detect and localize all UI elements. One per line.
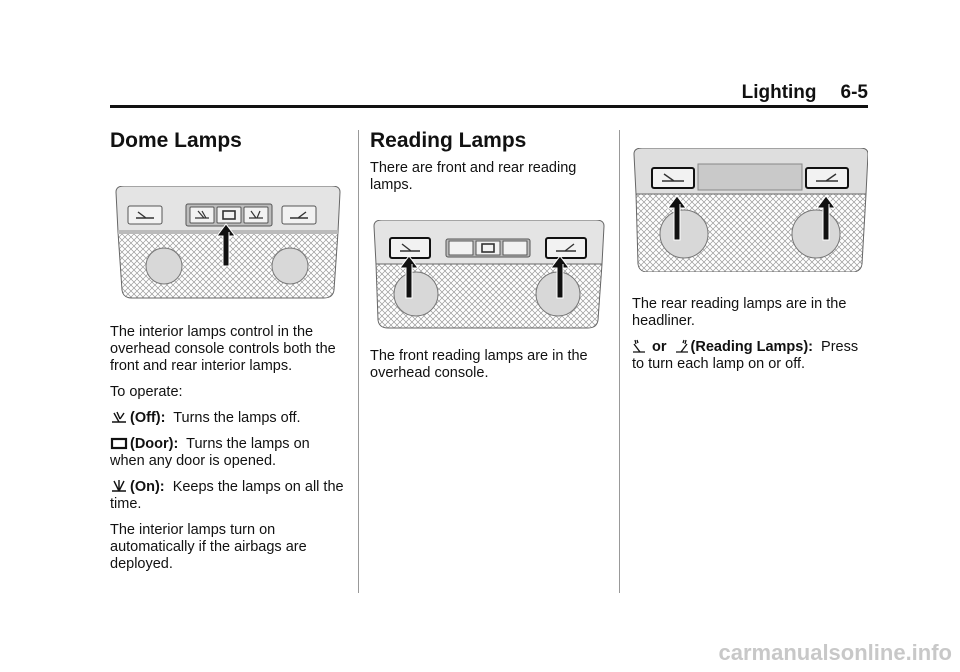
- front-reading-caption: The front reading lamps are in the overhead console.: [370, 348, 588, 381]
- to-operate: To operate:: [110, 384, 183, 400]
- airbag-note: The interior lamps turn on automatically if the airbags are deployed.: [110, 522, 307, 572]
- section-title: Lighting: [741, 82, 817, 103]
- dome-lamps-heading: Dome Lamps: [110, 129, 242, 152]
- reading-lamp-right-icon: [671, 339, 689, 353]
- column-divider: [619, 130, 620, 593]
- dome-lamp-console-figure: [110, 186, 346, 310]
- lamp-on-icon: [110, 479, 128, 493]
- door-icon: [110, 436, 128, 450]
- watermark: carmanualsonline.info: [718, 640, 952, 665]
- front-reading-lamps-figure: [370, 220, 606, 338]
- door-item: (Door): Turns the lamps on when any door is opened.: [110, 436, 310, 469]
- page-number: 6-5: [840, 82, 868, 103]
- rear-reading-lamps-section: [632, 128, 868, 382]
- page-header: [110, 80, 868, 108]
- reading-lamp-left-icon: [632, 339, 650, 353]
- reading-intro: There are front and rear reading lamps.: [370, 160, 577, 193]
- dome-intro: The interior lamps control in the overhead console controls both the front and rear interior lamps.: [110, 324, 336, 374]
- reading-lamps-item: or (Reading Lamps): Press to turn each lamp on or off.: [632, 339, 859, 372]
- on-item: (On): Keeps the lamps on all the time.: [110, 479, 344, 512]
- reading-lamps-heading: Reading Lamps: [370, 129, 527, 152]
- off-item: (Off): Turns the lamps off.: [110, 410, 346, 427]
- lamp-off-icon: [110, 410, 128, 424]
- dome-lamps-section: [110, 128, 346, 582]
- header-rule: [110, 105, 868, 108]
- rear-reading-caption: The rear reading lamps are in the headliner.: [632, 296, 847, 329]
- column-divider: [358, 130, 359, 593]
- reading-lamps-section: [370, 128, 606, 391]
- rear-reading-lamps-figure: [632, 148, 868, 272]
